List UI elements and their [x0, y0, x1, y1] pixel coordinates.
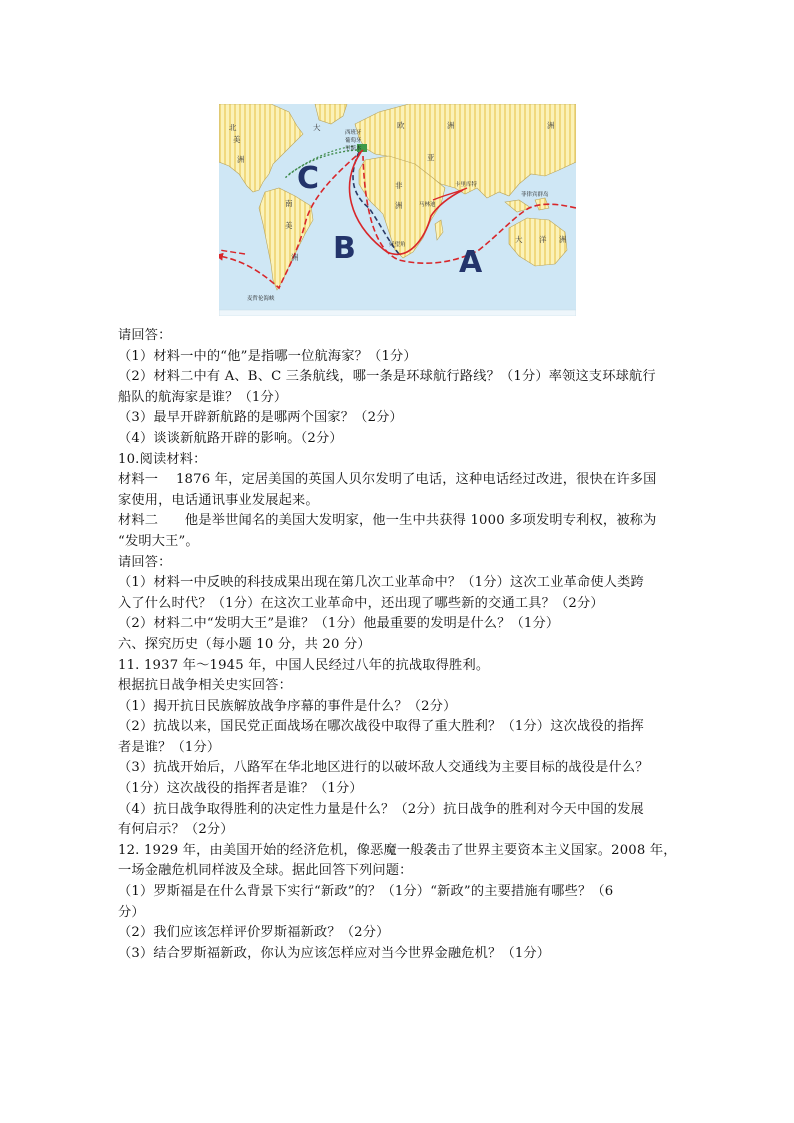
label-portugal: 葡萄牙	[345, 138, 362, 144]
label-ocean-da: 大	[313, 123, 321, 132]
label-spain: 西班牙	[345, 130, 362, 136]
text-line: 船队的航海家是谁？（1分）	[118, 389, 288, 405]
label-asia-2: 洲	[547, 121, 555, 130]
label-south-america: 美	[285, 221, 293, 230]
label-zhou-na: 洲	[237, 155, 245, 164]
text-line: 入了什么时代？（1分）在这次工业革命中，还出现了哪些新的交通工具？（2分）	[118, 595, 604, 611]
label-cape-good-hope: 好望角	[389, 242, 406, 248]
text-line: 10.阅读材料：	[118, 451, 207, 467]
label-asia-1: 亚	[427, 153, 435, 162]
text-line: 一场金融危机同样波及全球。据此回答下列问题：	[118, 863, 413, 879]
text-line: 请回答：	[118, 328, 172, 343]
text-line: “发明大王”。	[118, 533, 199, 549]
text-line: （1）罗斯福是在什么背景下实行“新政”的？（1分）“新政”的主要措施有哪些？（6	[118, 884, 614, 900]
text-line: （1）材料一中反映的科技成果出现在第几次工业革命中？（1分）这次工业革命使人类跨	[118, 575, 644, 591]
text-line: 12. 1929 年，由美国开始的经济危机，像恶魔一般袭击了世界主要资本主义国家。2008 年，	[118, 842, 677, 858]
label-south: 南	[285, 199, 293, 208]
text-line: 家使用，电话通讯事业发展起来。	[118, 492, 319, 508]
label-zhou-sa: 洲	[291, 253, 299, 262]
route-label-c: C	[297, 161, 320, 196]
text-line: （2）材料二中“发明大王”是谁？（1分）他最重要的发明是什么？（1分）	[118, 616, 560, 632]
text-line: （2）我们应该怎样评价罗斯福新政？（2分）	[118, 925, 390, 941]
text-line: （2）抗战以来，国民党正面战场在哪次战役中取得了重大胜利？（1分）这次战役的指挥	[118, 719, 644, 735]
label-magellan-strait: 麦哲伦海峡	[247, 296, 275, 302]
question-text	[118, 326, 698, 964]
voyage-route-map	[219, 104, 576, 316]
text-line: 请回答：	[118, 554, 172, 570]
label-lisbon: 里斯本	[345, 146, 362, 152]
text-line: （1）材料一中的“他”是指哪一位航海家？（1分）	[118, 348, 417, 364]
text-line: 六、探究历史（每小题 10 分，共 20 分）	[118, 636, 371, 652]
label-australia-1: 大	[515, 235, 523, 244]
label-europe-2: 洲	[447, 121, 455, 130]
label-africa-1: 非	[395, 181, 403, 190]
antarctica-land	[219, 310, 576, 316]
label-calicut: 卡里库特	[455, 182, 478, 188]
label-malindi: 马林迪	[419, 202, 436, 208]
label-australia-3: 洲	[559, 235, 567, 244]
text-line: （1）揭开抗日民族解放战争序幕的事件是什么？（2分）	[118, 698, 457, 714]
text-line: 根据抗日战争相关史实回答：	[118, 678, 293, 694]
text-line: （3）抗战开始后，八路军在华北地区进行的以破坏敌人交通线为主要目标的战役是什么？	[118, 760, 649, 776]
label-america: 美	[233, 135, 241, 144]
text-line: （1分）这次战役的指挥者是谁？（1分）	[118, 781, 363, 797]
text-line: 11. 1937 年～1945 年，中国人民经过八年的抗战取得胜利。	[118, 657, 490, 673]
world-map-svg	[219, 104, 576, 316]
text-line: （3）最早开辟新航路的是哪两个国家？（2分）	[118, 410, 403, 426]
text-line: （4）抗日战争取得胜利的决定性力量是什么？（2分）抗日战争的胜利对今天中国的发展	[118, 801, 644, 817]
text-line: （3）结合罗斯福新政，你认为应该怎样应对当今世界金融危机？（1分）	[118, 945, 551, 961]
text-line: （2）材料二中有 A、B、C 三条航线，哪一条是环球航行路线？（1分）率领这支环球航行	[118, 369, 656, 385]
route-label-b: B	[333, 231, 356, 266]
route-label-a: A	[459, 245, 483, 280]
label-europe-1: 欧	[397, 121, 405, 130]
label-north: 北	[229, 123, 237, 132]
text-line: 有何启示？（2分）	[118, 822, 234, 838]
text-line: （4）谈谈新航路开辟的影响。（2分）	[118, 430, 343, 446]
text-line: 材料一 1876 年，定居美国的英国人贝尔发明了电话，这种电话经过改进，很快在许多国	[118, 472, 657, 488]
label-australia-2: 洋	[539, 235, 547, 244]
label-africa-2: 洲	[395, 201, 403, 210]
label-philippines: 菲律宾群岛	[521, 192, 549, 198]
text-line: 材料二 他是举世闻名的美国大发明家，他一生中共获得 1000 多项发明专利权，被称为	[118, 513, 657, 529]
text-line: 者是谁？（1分）	[118, 739, 221, 755]
text-line: 分）	[118, 904, 145, 920]
